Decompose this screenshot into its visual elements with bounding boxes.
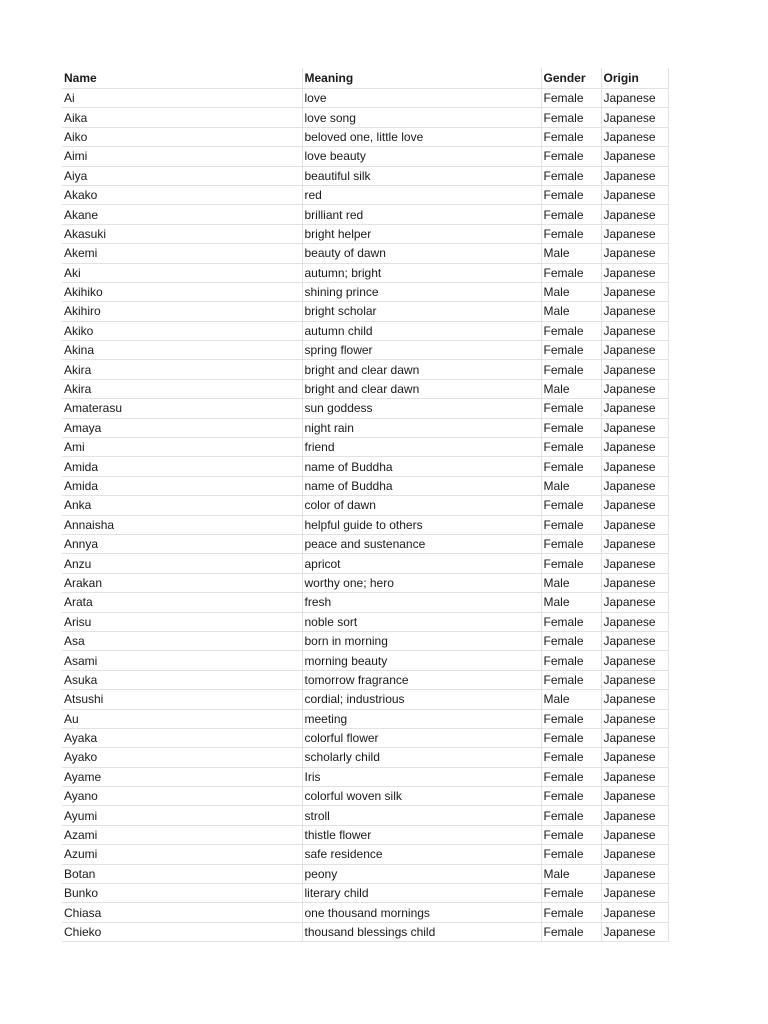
cell-meaning: bright scholar — [302, 302, 541, 321]
cell-name: Anzu — [62, 554, 302, 573]
cell-gender: Female — [541, 670, 601, 689]
cell-origin: Japanese — [601, 593, 668, 612]
cell-meaning: Iris — [302, 767, 541, 786]
cell-meaning: colorful flower — [302, 728, 541, 747]
cell-meaning: scholarly child — [302, 748, 541, 767]
cell-origin: Japanese — [601, 379, 668, 398]
cell-gender: Female — [541, 631, 601, 650]
table-row — [62, 690, 668, 709]
cell-meaning: tomorrow fragrance — [302, 670, 541, 689]
cell-meaning: peony — [302, 864, 541, 883]
cell-origin: Japanese — [601, 670, 668, 689]
cell-origin: Japanese — [601, 748, 668, 767]
table-row — [62, 922, 668, 941]
cell-origin: Japanese — [601, 554, 668, 573]
column-header-name: Name — [62, 68, 302, 89]
cell-name: Anka — [62, 496, 302, 515]
cell-gender: Female — [541, 89, 601, 108]
table-row — [62, 864, 668, 883]
cell-name: Asami — [62, 651, 302, 670]
cell-origin: Japanese — [601, 89, 668, 108]
cell-origin: Japanese — [601, 903, 668, 922]
cell-name: Arata — [62, 593, 302, 612]
cell-meaning: fresh — [302, 593, 541, 612]
cell-origin: Japanese — [601, 321, 668, 340]
cell-gender: Female — [541, 205, 601, 224]
cell-meaning: beauty of dawn — [302, 244, 541, 263]
cell-name: Arisu — [62, 612, 302, 631]
table-row — [62, 147, 668, 166]
cell-meaning: beloved one, little love — [302, 127, 541, 146]
cell-meaning: shining prince — [302, 282, 541, 301]
cell-gender: Female — [541, 127, 601, 146]
cell-meaning: worthy one; hero — [302, 573, 541, 592]
cell-name: Azami — [62, 825, 302, 844]
table-body — [62, 89, 668, 942]
table-row — [62, 670, 668, 689]
cell-gender: Male — [541, 573, 601, 592]
table-row — [62, 554, 668, 573]
cell-origin: Japanese — [601, 282, 668, 301]
cell-gender: Female — [541, 922, 601, 941]
cell-name: Amaya — [62, 418, 302, 437]
cell-origin: Japanese — [601, 515, 668, 534]
cell-gender: Female — [541, 399, 601, 418]
cell-origin: Japanese — [601, 360, 668, 379]
cell-name: Ayako — [62, 748, 302, 767]
cell-origin: Japanese — [601, 166, 668, 185]
cell-origin: Japanese — [601, 845, 668, 864]
column-header-origin: Origin — [601, 68, 668, 89]
cell-name: Chieko — [62, 922, 302, 941]
table-row — [62, 631, 668, 650]
cell-gender: Female — [541, 728, 601, 747]
cell-gender: Male — [541, 593, 601, 612]
table-row — [62, 845, 668, 864]
cell-gender: Female — [541, 709, 601, 728]
cell-meaning: color of dawn — [302, 496, 541, 515]
cell-name: Arakan — [62, 573, 302, 592]
table-row — [62, 360, 668, 379]
cell-gender: Female — [541, 534, 601, 553]
cell-origin: Japanese — [601, 728, 668, 747]
table-row — [62, 263, 668, 282]
table-row — [62, 127, 668, 146]
cell-gender: Female — [541, 884, 601, 903]
cell-gender: Female — [541, 147, 601, 166]
cell-name: Akane — [62, 205, 302, 224]
cell-gender: Male — [541, 244, 601, 263]
cell-name: Akira — [62, 360, 302, 379]
cell-gender: Female — [541, 612, 601, 631]
cell-name: Atsushi — [62, 690, 302, 709]
cell-gender: Female — [541, 806, 601, 825]
cell-name: Ai — [62, 89, 302, 108]
cell-origin: Japanese — [601, 302, 668, 321]
cell-gender: Female — [541, 457, 601, 476]
cell-meaning: cordial; industrious — [302, 690, 541, 709]
table-row — [62, 89, 668, 108]
header-row — [62, 68, 668, 89]
table-row — [62, 534, 668, 553]
table-row — [62, 903, 668, 922]
table-row — [62, 728, 668, 747]
cell-origin: Japanese — [601, 418, 668, 437]
cell-origin: Japanese — [601, 806, 668, 825]
table-row — [62, 185, 668, 204]
table-row — [62, 612, 668, 631]
cell-origin: Japanese — [601, 884, 668, 903]
cell-gender: Female — [541, 360, 601, 379]
cell-meaning: peace and sustenance — [302, 534, 541, 553]
table-row — [62, 108, 668, 127]
cell-meaning: colorful woven silk — [302, 787, 541, 806]
column-header-meaning: Meaning — [302, 68, 541, 89]
cell-meaning: sun goddess — [302, 399, 541, 418]
table-row — [62, 379, 668, 398]
cell-name: Botan — [62, 864, 302, 883]
table-row — [62, 224, 668, 243]
cell-origin: Japanese — [601, 438, 668, 457]
cell-name: Amaterasu — [62, 399, 302, 418]
cell-name: Bunko — [62, 884, 302, 903]
cell-meaning: name of Buddha — [302, 476, 541, 495]
table-row — [62, 321, 668, 340]
cell-meaning: love beauty — [302, 147, 541, 166]
cell-meaning: safe residence — [302, 845, 541, 864]
cell-meaning: helpful guide to others — [302, 515, 541, 534]
cell-name: Annya — [62, 534, 302, 553]
cell-gender: Female — [541, 224, 601, 243]
cell-gender: Female — [541, 748, 601, 767]
cell-gender: Female — [541, 185, 601, 204]
cell-gender: Female — [541, 496, 601, 515]
cell-meaning: born in morning — [302, 631, 541, 650]
cell-origin: Japanese — [601, 534, 668, 553]
cell-name: Akako — [62, 185, 302, 204]
cell-name: Akihiro — [62, 302, 302, 321]
names-table — [62, 68, 669, 942]
cell-gender: Female — [541, 903, 601, 922]
cell-meaning: noble sort — [302, 612, 541, 631]
table-row — [62, 825, 668, 844]
cell-meaning: apricot — [302, 554, 541, 573]
table-row — [62, 244, 668, 263]
table-row — [62, 787, 668, 806]
cell-gender: Female — [541, 651, 601, 670]
cell-origin: Japanese — [601, 922, 668, 941]
table-row — [62, 496, 668, 515]
cell-origin: Japanese — [601, 612, 668, 631]
cell-origin: Japanese — [601, 108, 668, 127]
cell-origin: Japanese — [601, 767, 668, 786]
table-row — [62, 573, 668, 592]
cell-name: Ami — [62, 438, 302, 457]
table-row — [62, 438, 668, 457]
table-row — [62, 341, 668, 360]
cell-gender: Female — [541, 845, 601, 864]
cell-gender: Male — [541, 302, 601, 321]
cell-origin: Japanese — [601, 573, 668, 592]
cell-origin: Japanese — [601, 787, 668, 806]
cell-gender: Male — [541, 690, 601, 709]
cell-gender: Female — [541, 418, 601, 437]
cell-origin: Japanese — [601, 709, 668, 728]
cell-origin: Japanese — [601, 496, 668, 515]
table-row — [62, 457, 668, 476]
table-row — [62, 302, 668, 321]
cell-name: Annaisha — [62, 515, 302, 534]
cell-gender: Female — [541, 767, 601, 786]
cell-origin: Japanese — [601, 205, 668, 224]
cell-name: Akihiko — [62, 282, 302, 301]
table-row — [62, 709, 668, 728]
cell-name: Ayano — [62, 787, 302, 806]
cell-meaning: thistle flower — [302, 825, 541, 844]
cell-meaning: love — [302, 89, 541, 108]
cell-meaning: brilliant red — [302, 205, 541, 224]
table-row — [62, 205, 668, 224]
table-row — [62, 651, 668, 670]
cell-name: Azumi — [62, 845, 302, 864]
cell-meaning: stroll — [302, 806, 541, 825]
cell-gender: Male — [541, 864, 601, 883]
cell-gender: Female — [541, 515, 601, 534]
cell-meaning: red — [302, 185, 541, 204]
cell-origin: Japanese — [601, 457, 668, 476]
cell-meaning: one thousand mornings — [302, 903, 541, 922]
cell-origin: Japanese — [601, 651, 668, 670]
cell-origin: Japanese — [601, 127, 668, 146]
cell-name: Ayaka — [62, 728, 302, 747]
cell-name: Aimi — [62, 147, 302, 166]
cell-name: Akemi — [62, 244, 302, 263]
cell-name: Akina — [62, 341, 302, 360]
cell-origin: Japanese — [601, 864, 668, 883]
cell-name: Aika — [62, 108, 302, 127]
cell-meaning: night rain — [302, 418, 541, 437]
column-header-gender: Gender — [541, 68, 601, 89]
cell-meaning: spring flower — [302, 341, 541, 360]
cell-origin: Japanese — [601, 263, 668, 282]
cell-name: Asa — [62, 631, 302, 650]
cell-name: Amida — [62, 457, 302, 476]
cell-gender: Female — [541, 787, 601, 806]
cell-gender: Female — [541, 825, 601, 844]
cell-meaning: bright and clear dawn — [302, 379, 541, 398]
table-row — [62, 282, 668, 301]
cell-origin: Japanese — [601, 224, 668, 243]
cell-name: Aki — [62, 263, 302, 282]
cell-meaning: friend — [302, 438, 541, 457]
cell-gender: Male — [541, 379, 601, 398]
cell-name: Aiya — [62, 166, 302, 185]
cell-name: Ayame — [62, 767, 302, 786]
table-row — [62, 166, 668, 185]
cell-origin: Japanese — [601, 341, 668, 360]
cell-name: Asuka — [62, 670, 302, 689]
table-row — [62, 884, 668, 903]
cell-name: Aiko — [62, 127, 302, 146]
cell-name: Ayumi — [62, 806, 302, 825]
cell-meaning: meeting — [302, 709, 541, 728]
cell-meaning: bright and clear dawn — [302, 360, 541, 379]
cell-meaning: love song — [302, 108, 541, 127]
cell-gender: Female — [541, 263, 601, 282]
cell-name: Amida — [62, 476, 302, 495]
cell-meaning: literary child — [302, 884, 541, 903]
cell-gender: Male — [541, 282, 601, 301]
cell-name: Akira — [62, 379, 302, 398]
cell-name: Akasuki — [62, 224, 302, 243]
table-row — [62, 418, 668, 437]
cell-origin: Japanese — [601, 476, 668, 495]
cell-origin: Japanese — [601, 244, 668, 263]
table-row — [62, 748, 668, 767]
table-row — [62, 515, 668, 534]
cell-name: Chiasa — [62, 903, 302, 922]
cell-origin: Japanese — [601, 631, 668, 650]
cell-meaning: autumn child — [302, 321, 541, 340]
table-row — [62, 806, 668, 825]
cell-gender: Female — [541, 321, 601, 340]
cell-origin: Japanese — [601, 690, 668, 709]
cell-name: Au — [62, 709, 302, 728]
cell-name: Akiko — [62, 321, 302, 340]
cell-origin: Japanese — [601, 185, 668, 204]
cell-origin: Japanese — [601, 147, 668, 166]
cell-gender: Female — [541, 166, 601, 185]
cell-meaning: beautiful silk — [302, 166, 541, 185]
table-row — [62, 476, 668, 495]
cell-meaning: name of Buddha — [302, 457, 541, 476]
table-row — [62, 767, 668, 786]
cell-gender: Female — [541, 108, 601, 127]
cell-meaning: bright helper — [302, 224, 541, 243]
cell-gender: Male — [541, 476, 601, 495]
cell-gender: Female — [541, 341, 601, 360]
cell-origin: Japanese — [601, 399, 668, 418]
cell-meaning: morning beauty — [302, 651, 541, 670]
table-row — [62, 593, 668, 612]
cell-meaning: autumn; bright — [302, 263, 541, 282]
table-row — [62, 399, 668, 418]
cell-meaning: thousand blessings child — [302, 922, 541, 941]
cell-gender: Female — [541, 438, 601, 457]
cell-gender: Female — [541, 554, 601, 573]
cell-origin: Japanese — [601, 825, 668, 844]
